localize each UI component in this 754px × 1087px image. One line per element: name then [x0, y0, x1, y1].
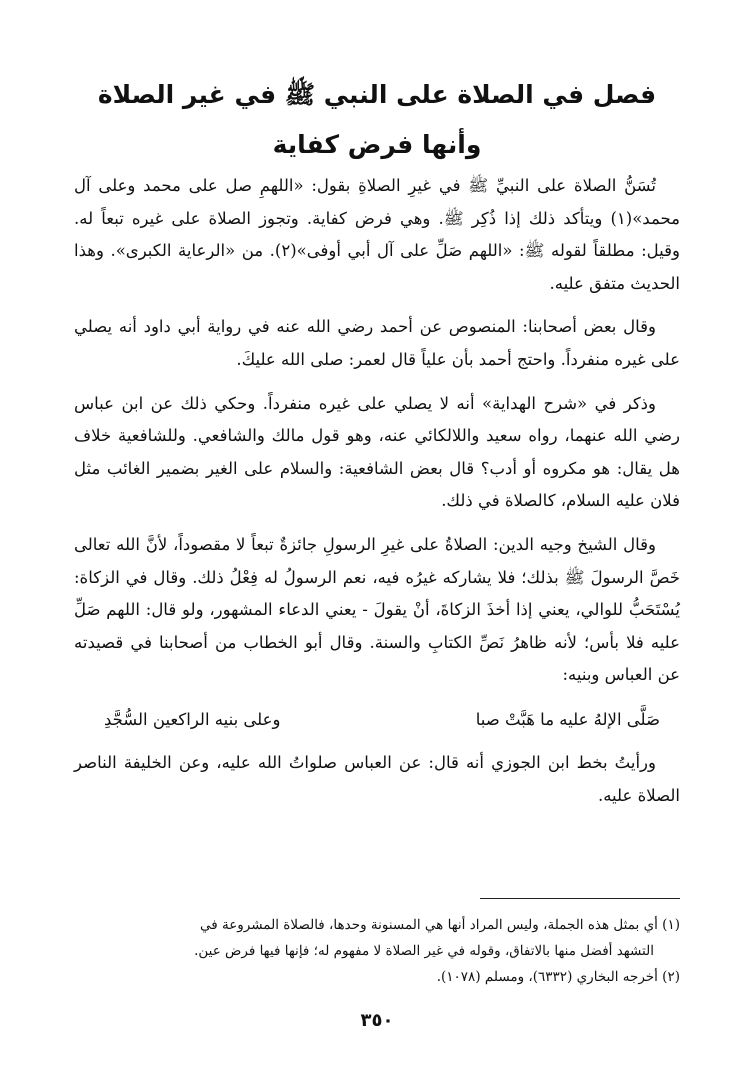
footnote-separator [480, 898, 680, 899]
paragraph-2: وقال بعض أصحابنا: المنصوص عن أحمد رضي الله عنه في رواية أبي داود أنه يصلي على غيره منفرداً. واحتج أحمد بأن علياً قال لعمر: صلى الله عليكَ. [74, 317, 680, 369]
paragraph-4: وقال الشيخ وجيه الدين: الصلاةُ على غيرِ الرسولِ جائزةٌ تبعاً لا مقصوداً، لأنَّ الله تعالى خَصَّ الرسولَ ﷺ بذلك؛ فلا يشاركه غيرُه فيه، نعم الرسولُ له فِعْلُ ذلك. وقال في الزكاة: يُسْتَحَبُّ للوالي، يعني إذا أخذَ الزكاةَ، أنْ يقولَ - يعني الدعاء المشهور، ولو قال: اللهم صَلِّ عليه فلا بأس؛ لأنه ظاهرُ نَصِّ الكتابِ والسنة. وقال أبو الخطاب من أصحابنا في قصيدته عن العباس وبنيه: [74, 534, 680, 685]
paragraph-5: ورأيتُ بخط ابن الجوزي أنه قال: عن العباس صلواتُ الله عليه، وعن الخليفة الناصر الصلاة عليه. [74, 752, 680, 805]
chapter-title-line-1: فصل في الصلاة على النبي ﷺ في غير الصلاة [97, 80, 657, 109]
footnote-1-line-2: التشهد أفضل منها بالاتفاق، وقوله في غير الصلاة لا مفهوم له؛ فإنها فيها فرض عين. [194, 943, 654, 959]
chapter-title [60, 70, 694, 170]
chapter-title-line-2: وأنها فرض كفاية [272, 130, 482, 159]
poetry-verse [74, 703, 680, 737]
verse-hemistich-2: وعلى بنيه الراكعين السُّجَّدِ [104, 709, 281, 729]
footnotes [74, 912, 680, 990]
footnote-2: (٢) أخرجه البخاري (٦٣٣٢)، ومسلم (١٠٧٨). [436, 969, 680, 985]
footnote-1-line-1: (١) أي بمثل هذه الجملة، وليس المراد أنها هي المسنونة وحدها، فالصلاة المشروعة في [199, 917, 680, 933]
page-number: ٣٥٠ [360, 1010, 394, 1031]
verse-hemistich-1: صَلَّى الإلهُ عليه ما هَبَّتْ صبا [475, 709, 660, 729]
paragraph-1: تُسَنُّ الصلاة على النبيِّ ﷺ في غيرِ الصلاةِ بقول: «اللهمِ صل على محمد وعلى آل محمد»(١) ويتأكد ذلك إذا ذُكِر ﷺ. وهي فرض كفاية. وتجوز الصلاة على غيره تبعاً له. وقيل: مطلقاً لقوله ﷺ: «اللهم صَلِّ على آل أبي أوفى»(٢). من «الرعاية الكبرى». وهذا الحديث متفق عليه. [74, 176, 680, 293]
paragraph-3: وذكر في «شرح الهداية» أنه لا يصلي على غيره منفرداً. وحكي ذلك عن ابن عباس رضي الله عنهما، رواه سعيد واللالكائي عنه، وهو قول مالك والشافعي. وللشافعية خلاف هل يقال: هو مكروه أو أدب؟ قال بعض الشافعية: والسلام على الغير بضمير الغائب مثل فلان عليه السلام، كالصلاة في ذلك. [74, 393, 680, 511]
main-text [74, 170, 680, 823]
